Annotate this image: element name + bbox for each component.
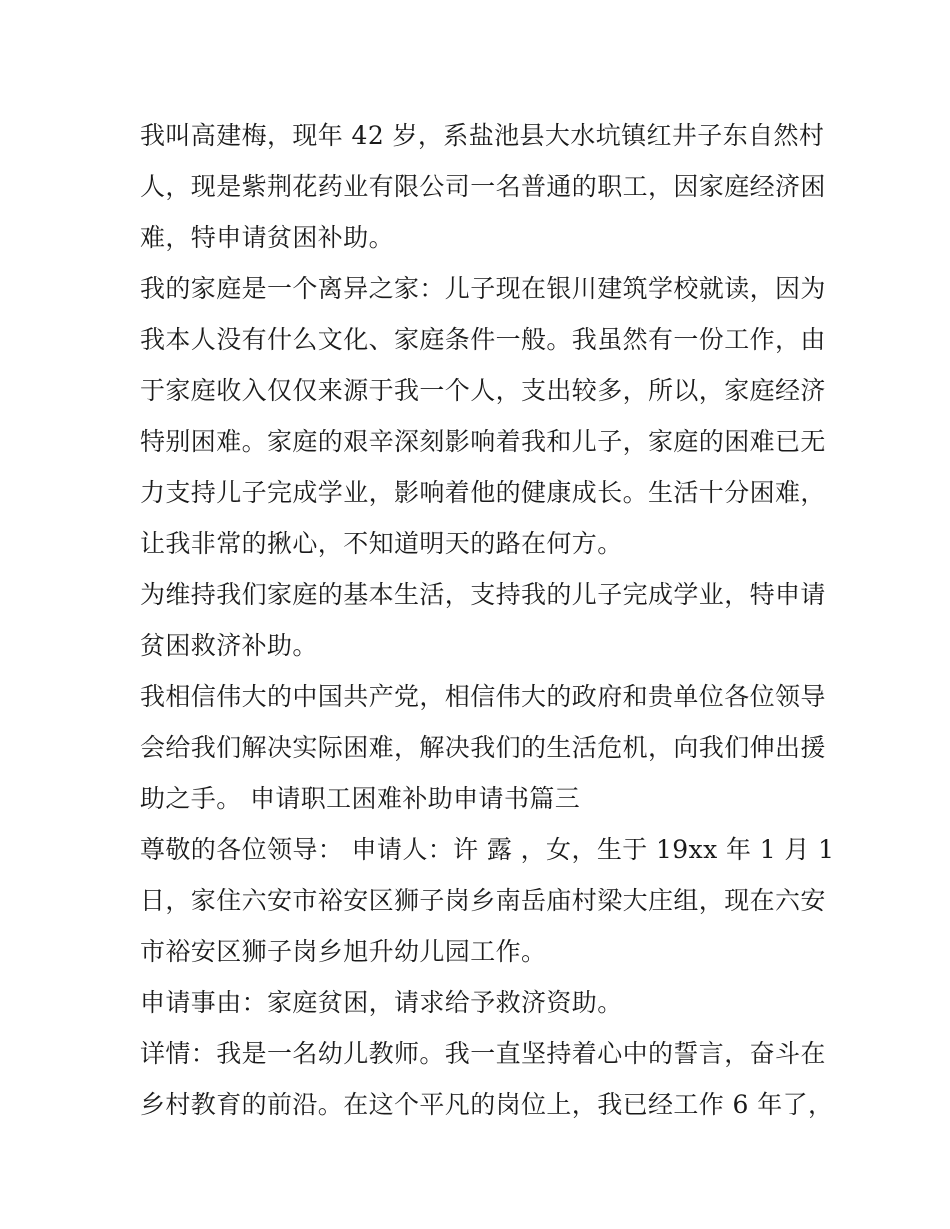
text-line: 申请事由：家庭贫困，请求给予救济资助。	[140, 988, 623, 1017]
text-line: 乡村教育的前沿。在这个平凡的岗位上，我已经工作 6 年了，	[140, 1090, 834, 1119]
text-line: 详情：我是一名幼儿教师。我一直坚持着心中的誓言，奋斗在	[140, 1039, 826, 1068]
text-line: 让我非常的揪心，不知道明天的路在何方。	[140, 529, 623, 558]
text-line: 于家庭收入仅仅来源于我一个人，支出较多，所以，家庭经济	[140, 376, 826, 405]
text-line: 会给我们解决实际困难，解决我们的生活危机，向我们伸出援	[140, 733, 826, 762]
text-line: 特别困难。家庭的艰辛深刻影响着我和儿子，家庭的困难已无	[140, 427, 826, 456]
text-line: 我本人没有什么文化、家庭条件一般。我虽然有一份工作，由	[140, 325, 826, 354]
text-line: 助之手。 申请职工困难补助申请书篇三	[140, 784, 581, 813]
text-line: 尊敬的各位领导： 申请人：许 露 ，女，生于 19xx 年 1 月 1	[140, 835, 835, 864]
text-line: 我相信伟大的中国共产党，相信伟大的政府和贵单位各位领导	[140, 682, 826, 711]
text-line: 我叫高建梅，现年 42 岁，系盐池县大水坑镇红井子东自然村	[140, 121, 825, 150]
text-line: 贫困救济补助。	[140, 631, 318, 660]
document-body	[140, 110, 835, 1130]
text-line: 力支持儿子完成学业，影响着他的健康成长。生活十分困难，	[140, 478, 826, 507]
text-line: 市裕安区狮子岗乡旭升幼儿园工作。	[140, 937, 547, 966]
text-line: 我的家庭是一个离异之家：儿子现在银川建筑学校就读，因为	[140, 274, 826, 303]
text-line: 为维持我们家庭的基本生活，支持我的儿子完成学业，特申请	[140, 580, 826, 609]
text-line: 难，特申请贫困补助。	[140, 223, 395, 252]
text-line: 日，家住六安市裕安区狮子岗乡南岳庙村梁大庄组，现在六安	[140, 886, 826, 915]
text-line: 人，现是紫荆花药业有限公司一名普通的职工，因家庭经济困	[140, 172, 826, 201]
